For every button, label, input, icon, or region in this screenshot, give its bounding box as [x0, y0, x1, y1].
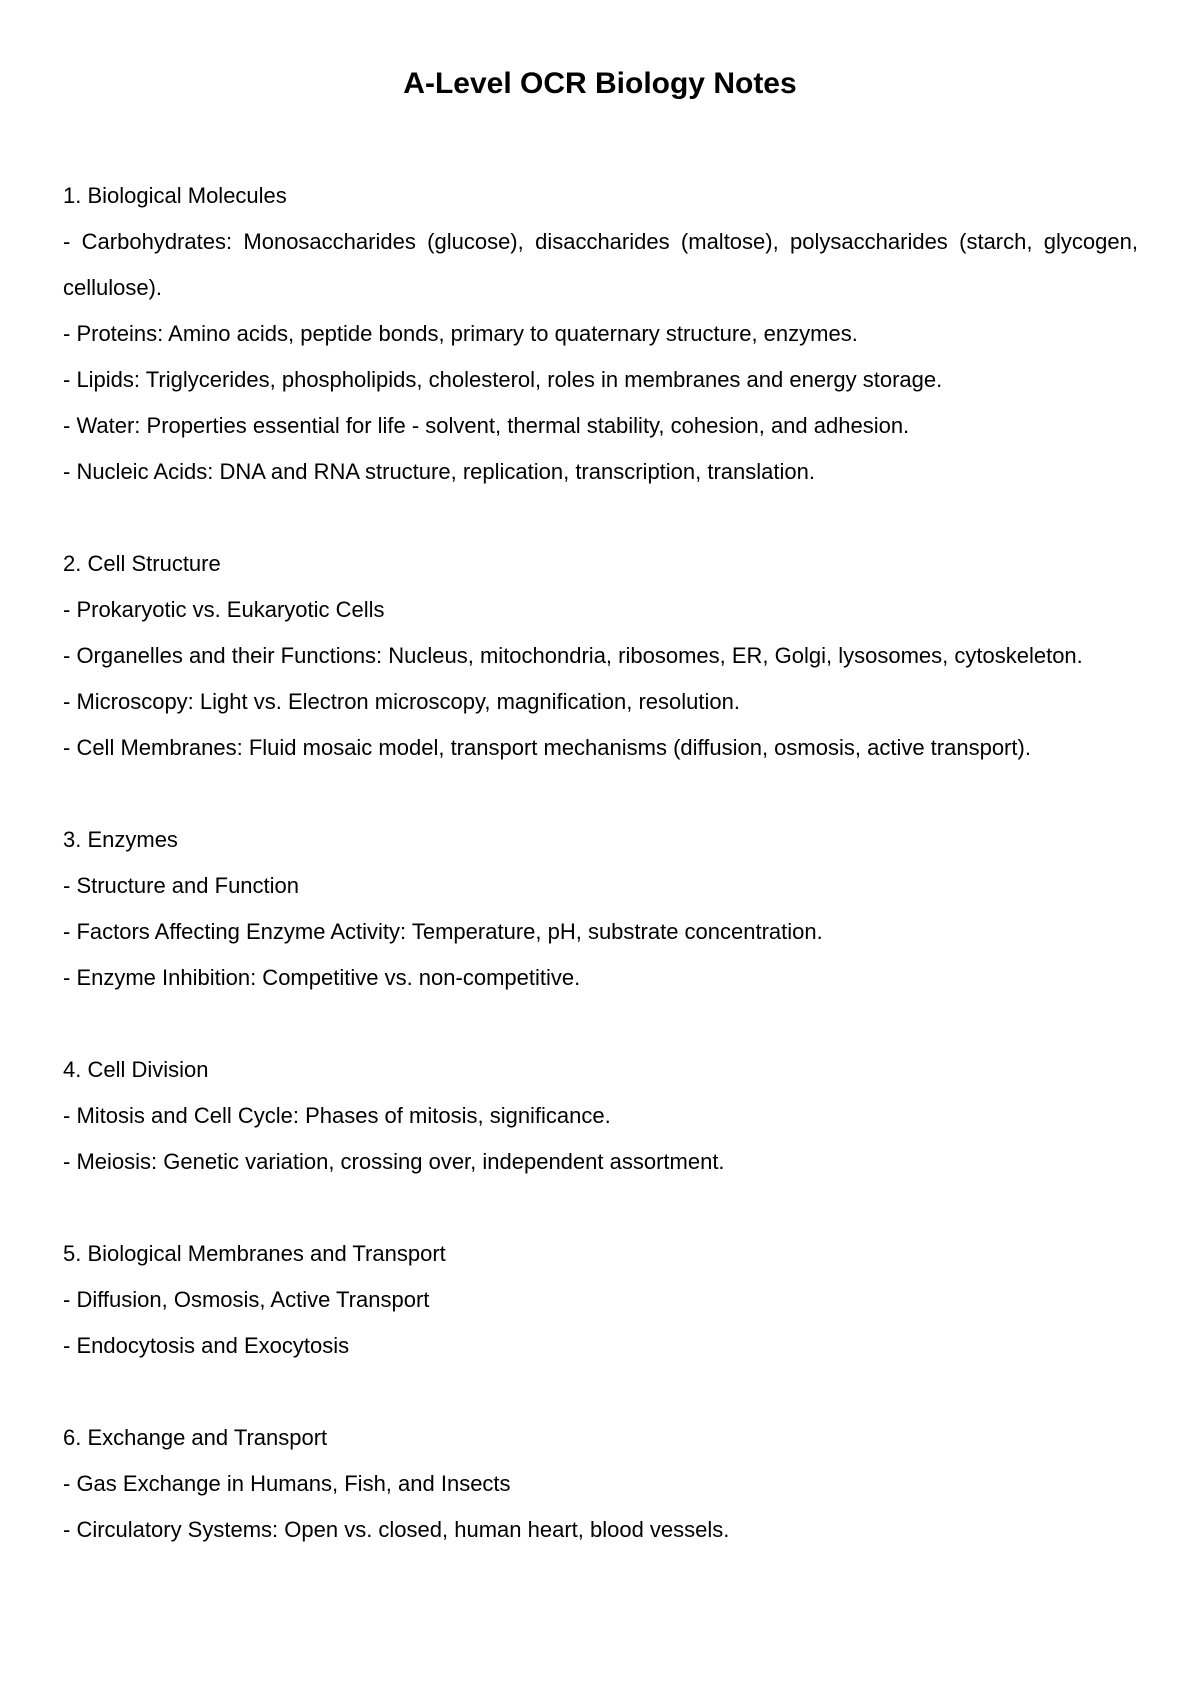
list-item: - Meiosis: Genetic variation, crossing over, independent assortment.: [63, 1149, 725, 1174]
list-item: - Organelles and their Functions: Nucleus, mitochondria, ribosomes, ER, Golgi, lysosomes, cytoskeleton.: [63, 643, 1083, 668]
section-heading: 1. Biological Molecules: [63, 183, 287, 208]
section-heading: 6. Exchange and Transport: [63, 1425, 328, 1450]
list-item: - Factors Affecting Enzyme Activity: Temperature, pH, substrate concentration.: [63, 919, 823, 944]
list-item: - Gas Exchange in Humans, Fish, and Insects: [63, 1471, 511, 1496]
list-item: - Circulatory Systems: Open vs. closed, human heart, blood vessels.: [63, 1517, 730, 1542]
list-item: - Prokaryotic vs. Eukaryotic Cells: [63, 597, 385, 622]
section-heading: 5. Biological Membranes and Transport: [63, 1241, 446, 1266]
document-title: A-Level OCR Biology Notes: [403, 67, 797, 100]
list-item: - Carbohydrates: Monosaccharides (glucose), disaccharides (maltose), polysaccharides (starch, glycogen, cellulose).: [63, 229, 1138, 300]
section-heading: 2. Cell Structure: [63, 551, 221, 576]
list-item: - Water: Properties essential for life - solvent, thermal stability, cohesion, and adhesion.: [63, 413, 910, 438]
list-item: - Enzyme Inhibition: Competitive vs. non-competitive.: [63, 965, 581, 990]
section-exchange-transport: [63, 1415, 1138, 1553]
list-item: - Nucleic Acids: DNA and RNA structure, replication, transcription, translation.: [63, 459, 815, 484]
document-body: [63, 173, 1138, 1599]
list-item: - Microscopy: Light vs. Electron microscopy, magnification, resolution.: [63, 689, 740, 714]
section-cell-division: [63, 1047, 1138, 1185]
section-heading: 4. Cell Division: [63, 1057, 209, 1082]
list-item: - Proteins: Amino acids, peptide bonds, primary to quaternary structure, enzymes.: [63, 321, 858, 346]
list-item: - Endocytosis and Exocytosis: [63, 1333, 350, 1358]
section-membranes-transport: [63, 1231, 1138, 1369]
section-enzymes: [63, 817, 1138, 1001]
list-item: - Structure and Function: [63, 873, 300, 898]
list-item: - Mitosis and Cell Cycle: Phases of mitosis, significance.: [63, 1103, 611, 1128]
section-cell-structure: [63, 541, 1138, 771]
section-biological-molecules: [63, 173, 1138, 495]
list-item: - Diffusion, Osmosis, Active Transport: [63, 1287, 430, 1312]
section-heading: 3. Enzymes: [63, 827, 178, 852]
list-item: - Lipids: Triglycerides, phospholipids, cholesterol, roles in membranes and energy storage.: [63, 367, 943, 392]
list-item: - Cell Membranes: Fluid mosaic model, transport mechanisms (diffusion, osmosis, active transport).: [63, 735, 1031, 760]
